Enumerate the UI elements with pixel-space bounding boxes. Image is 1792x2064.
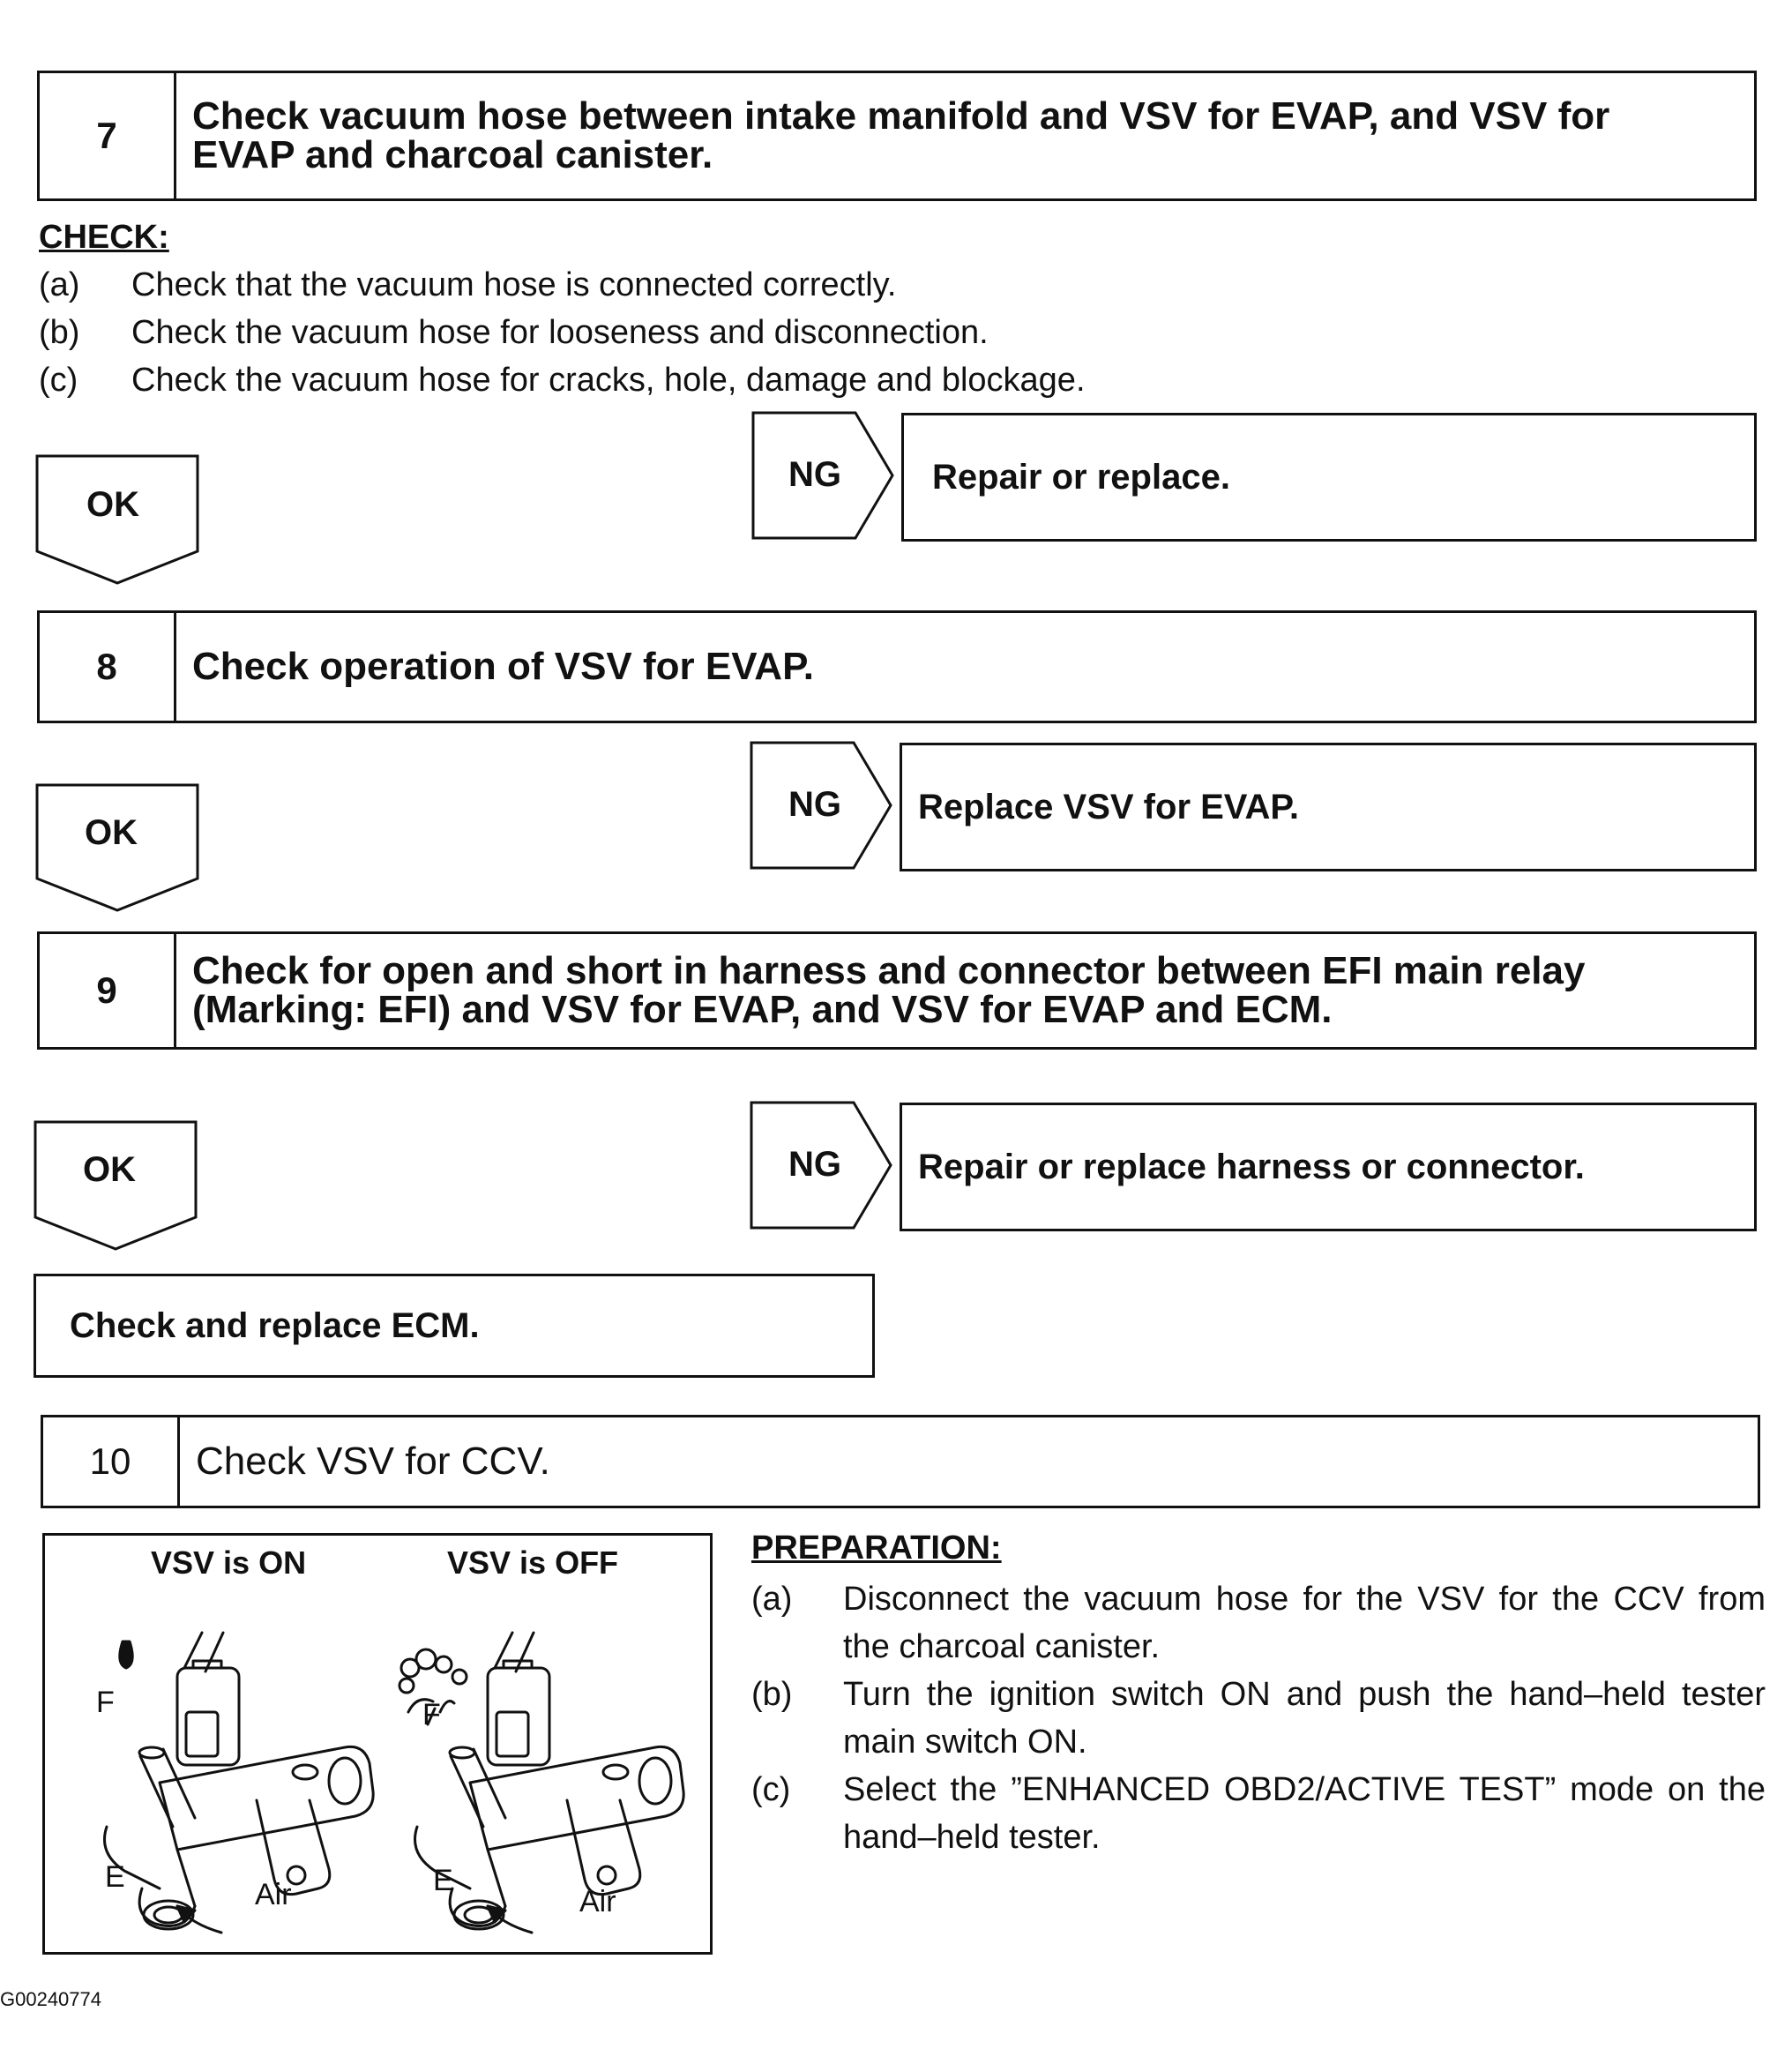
port-e-on: E: [105, 1860, 125, 1894]
label-vsv-on: VSV is ON: [151, 1544, 307, 1581]
check-heading: CHECK:: [39, 219, 169, 256]
ng-action-9: [900, 1103, 1757, 1231]
ok-action-text: Check and replace ECM.: [70, 1305, 480, 1345]
step-9-title-line2: (Marking: EFI) and VSV for EVAP, and VSV for EVAP and ECM.: [192, 988, 1333, 1031]
preparation-item-label: (b): [751, 1676, 793, 1713]
ng-label-7: NG: [788, 455, 841, 494]
check-item-text: Check that the vacuum hose is connected correctly.: [131, 266, 897, 303]
step-8-title: Check operation of VSV for EVAP.: [192, 645, 814, 688]
check-item-b: [39, 314, 989, 352]
step-9-number: 9: [40, 934, 176, 1047]
preparation-item-b: [751, 1671, 1766, 1766]
step-9-title: [176, 934, 1754, 1047]
check-item-text: Check the vacuum hose for cracks, hole, damage and blockage.: [131, 362, 1086, 399]
air-off: Air: [579, 1885, 616, 1918]
preparation-item-text: Select the ”ENHANCED OBD2/ACTIVE TEST” mode on the hand–held tester.: [843, 1771, 1766, 1856]
ok-label-9: OK: [83, 1150, 136, 1189]
preparation-item-c: [751, 1766, 1766, 1861]
ok-label-7: OK: [86, 485, 139, 524]
step-10-number: 10: [43, 1417, 180, 1506]
step-7-number: 7: [40, 73, 176, 198]
step-10-header: [41, 1415, 1760, 1508]
preparation-item-a: [751, 1575, 1766, 1671]
air-on: Air: [255, 1878, 292, 1911]
step-7-header: [37, 71, 1757, 201]
ok-label-8: OK: [85, 813, 138, 852]
ng-label-8: NG: [788, 785, 841, 824]
check-item-c: [39, 362, 1086, 400]
step-7-title-line2: EVAP and charcoal canister.: [192, 133, 713, 176]
ok-action-9: [34, 1274, 875, 1378]
figure-code: G00240774: [0, 1988, 101, 2010]
check-item-label: (c): [39, 362, 78, 399]
step-8-number: 8: [40, 613, 176, 721]
ng-action-text: Replace VSV for EVAP.: [918, 787, 1300, 826]
preparation-item-label: (a): [751, 1581, 793, 1618]
ng-action-8: [900, 743, 1757, 871]
preparation-item-text: Disconnect the vacuum hose for the VSV for the CCV from the charcoal canister.: [843, 1581, 1766, 1665]
step-8-header: [37, 610, 1757, 723]
port-f-off: F: [422, 1698, 441, 1731]
step-9-header: [37, 931, 1757, 1050]
step-9-title-line1: Check for open and short in harness and connector between EFI main relay: [192, 949, 1586, 992]
step-7-title-line1: Check vacuum hose between intake manifold and VSV for EVAP, and VSV for: [192, 94, 1610, 138]
preparation-item-label: (c): [751, 1771, 791, 1808]
check-item-label: (a): [39, 266, 80, 303]
ng-action-text: Repair or replace.: [932, 457, 1230, 497]
preparation-item-text: Turn the ignition switch ON and push the hand–held tester main switch ON.: [843, 1676, 1766, 1761]
vsv-figure: [42, 1533, 713, 1955]
preparation-heading: PREPARATION:: [751, 1529, 1002, 1567]
port-f-on: F: [96, 1686, 115, 1719]
vsv-on-drawing: [105, 1633, 374, 1933]
ng-label-9: NG: [788, 1145, 841, 1184]
label-vsv-off: VSV is OFF: [447, 1544, 619, 1581]
check-item-text: Check the vacuum hose for looseness and disconnection.: [131, 314, 989, 351]
check-item-a: [39, 266, 896, 304]
preparation-list: [751, 1575, 1766, 1861]
step-7-title: [176, 73, 1754, 198]
ng-action-text: Repair or replace harness or connector.: [918, 1147, 1585, 1186]
step-10-title: Check VSV for CCV.: [196, 1440, 550, 1483]
port-e-off: E: [433, 1864, 453, 1897]
check-item-label: (b): [39, 314, 80, 351]
ng-action-7: [901, 413, 1757, 542]
